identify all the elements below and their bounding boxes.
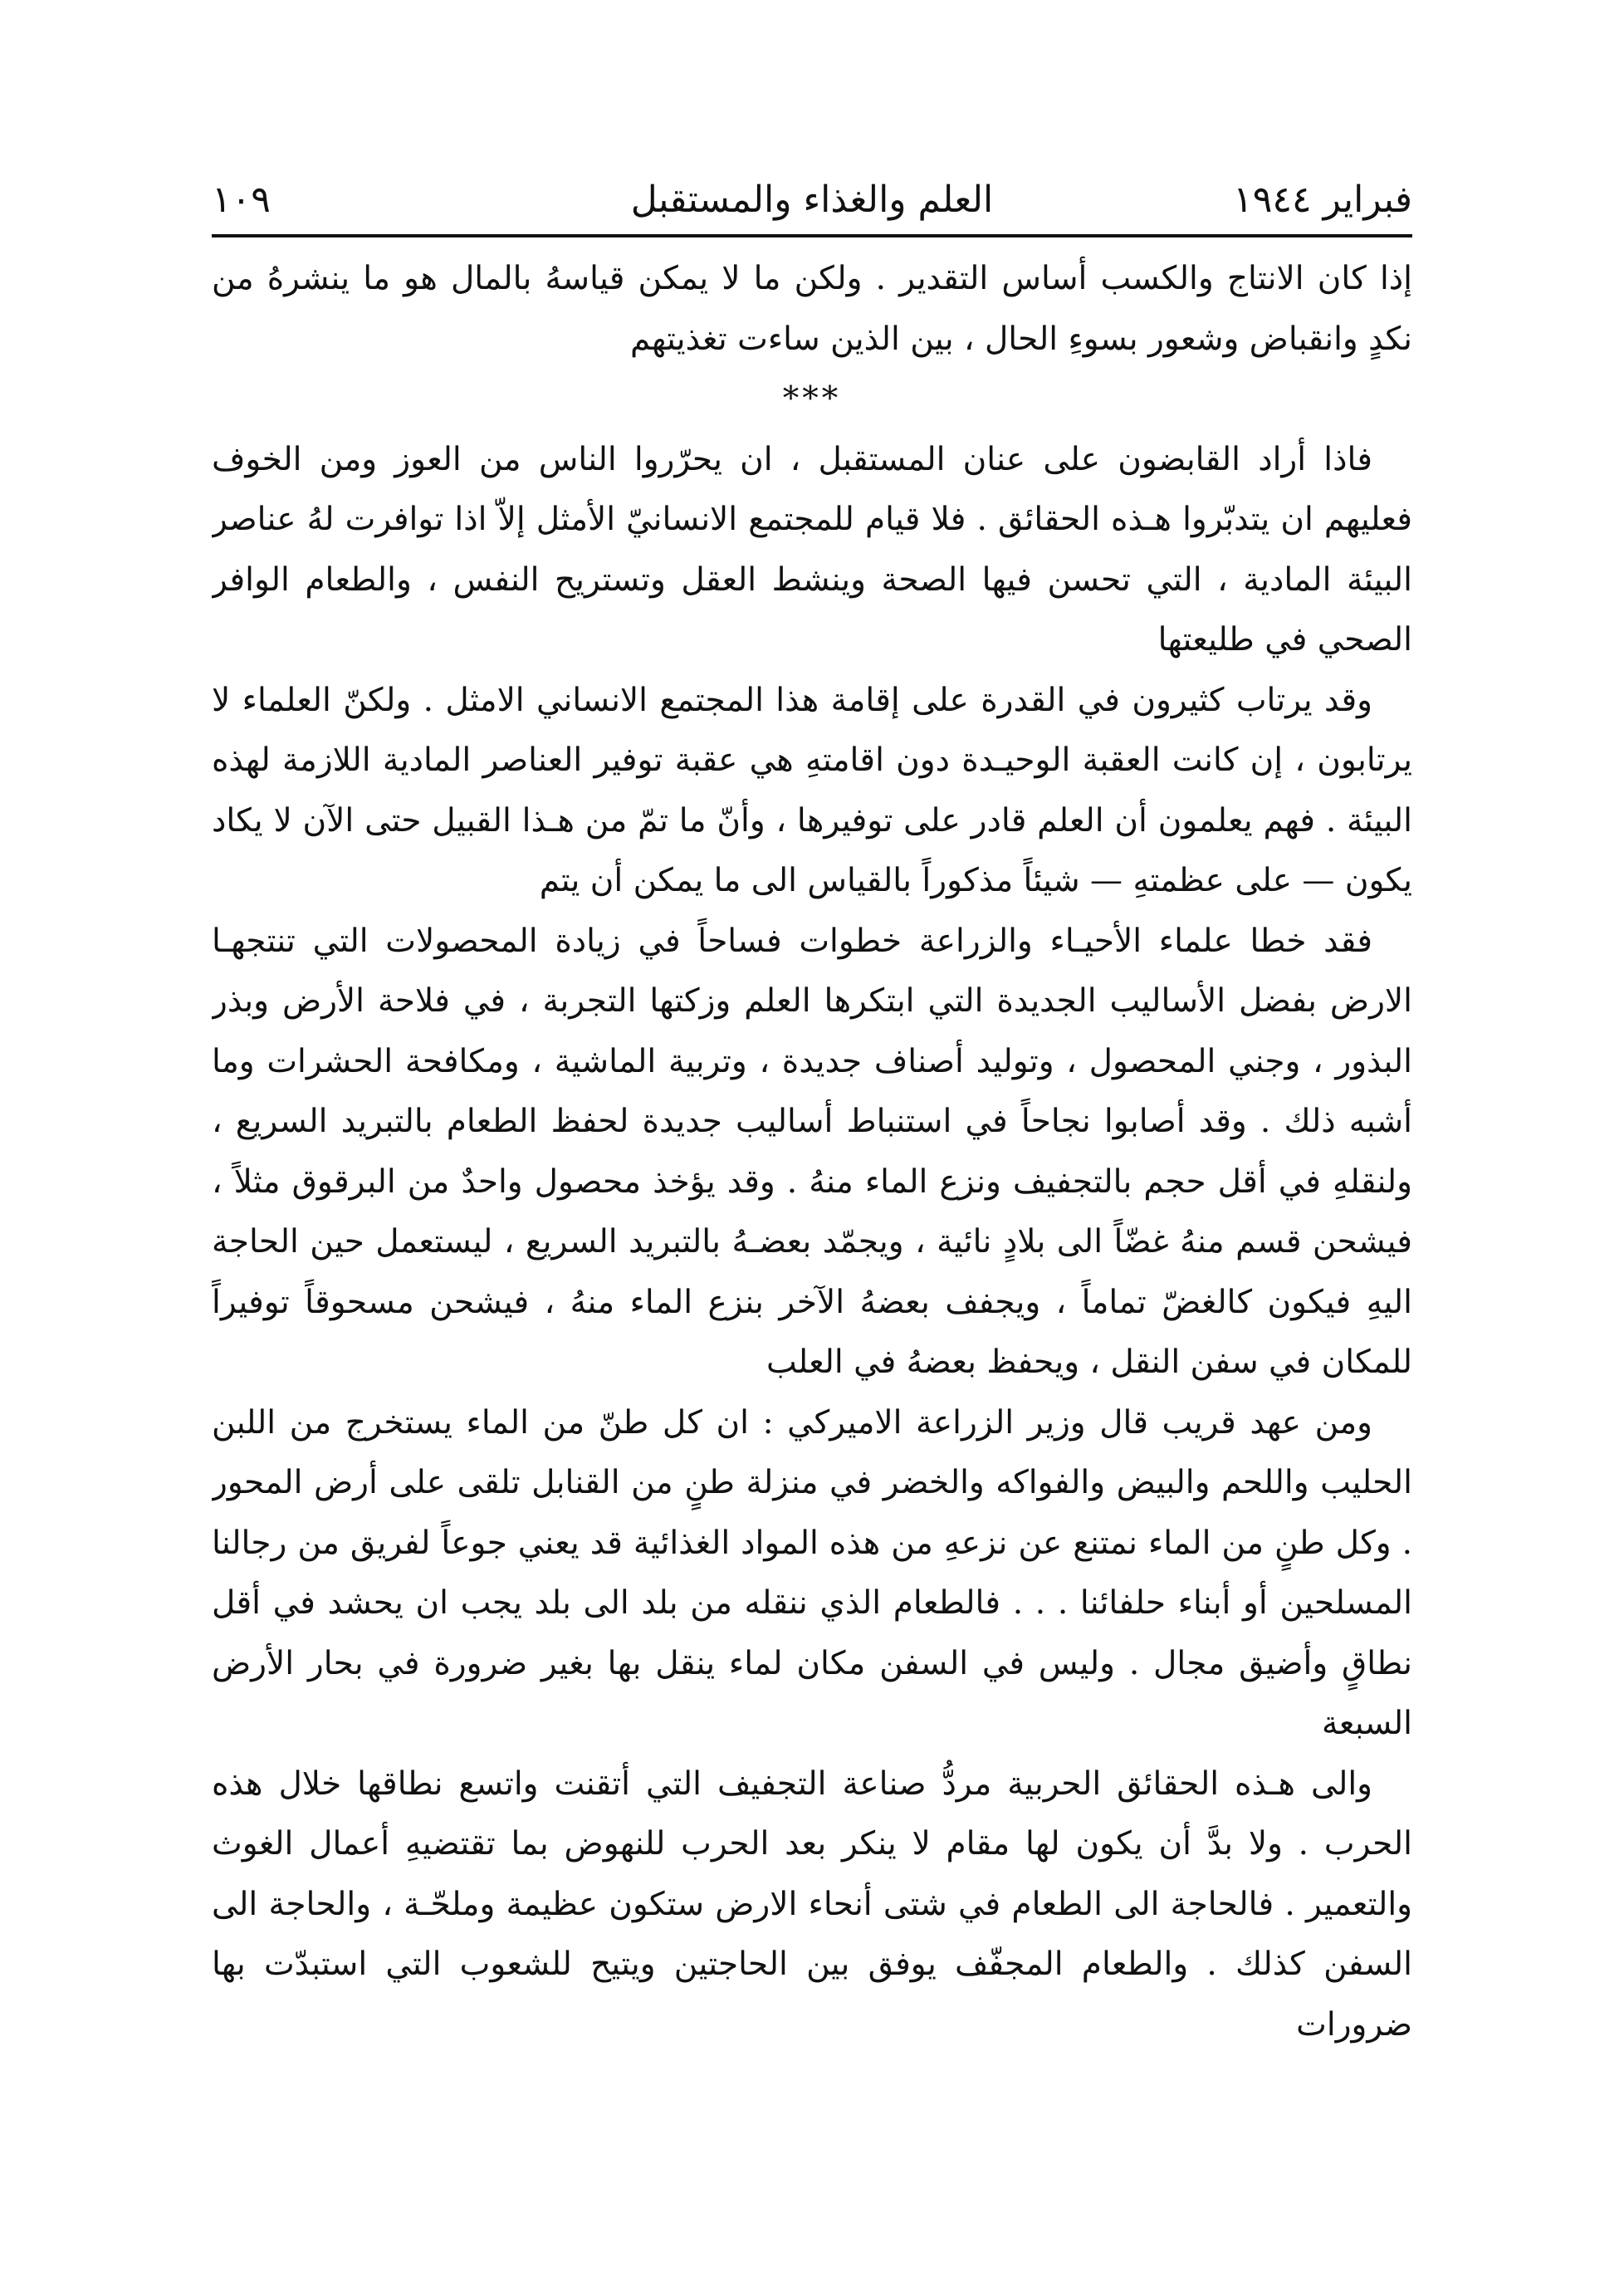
running-header bbox=[212, 170, 1412, 230]
paragraph-4: فقد خطا علماء الأحيـاء والزراعة خطوات فساحاً في زيادة المحصولات التي تنتجهـا الارض بفضل الأساليب الجديدة التي ابتكرها العلم وزكتها التجربة ، في فلاحة الأرض وبذر البذور ، وجني المحصول ، وتوليد أصناف جديدة ، وتربية الماشية ، ومكافحة الحشرات وما أشبه ذلك . وقد أصابوا نجاحاً في استنباط أساليب جديدة لحفظ الطعام بالتبريد السريع ، ولنقلهِ في أقل حجم بالتجفيف ونزع الماء منهُ . وقد يؤخذ محصول واحدٌ من البرقوق مثلاً ، فيشحن قسم منهُ غضّاً الى بلادٍ نائية ، ويجمّد بعضـهُ بالتبريد السريع ، ليستعمل حين الحاجة اليهِ فيكون كالغضّ تماماً ، ويجفف بعضهُ الآخر بنزع الماء منهُ ، فيشحن مسحوقاً توفيراً للمكان في سفن النقل ، ويحفظ بعضهُ في العلب bbox=[212, 922, 1412, 1381]
header-rule bbox=[212, 234, 1412, 237]
paragraph-3: وقد يرتاب كثيرون في القدرة على إقامة هذا المجتمع الانساني الامثل . ولكنّ العلماء لا يرتابون ، إن كانت العقبة الوحيـدة دون اقامتهِ هي عقبة توفير العناصر المادية اللازمة لهذه البيئة . فهم يعلمون أن العلم قادر على توفيرها ، وأنّ ما تمّ من هـذا القبيل حتى الآن لا يكاد يكون — على عظمتهِ — شيئاً مذكوراً بالقياس الى ما يمكن أن يتم bbox=[212, 681, 1412, 899]
header-title: العلم والغذاء والمستقبل bbox=[630, 179, 994, 221]
article-body bbox=[212, 249, 1412, 2225]
page-number: ١٠٩ bbox=[212, 179, 271, 221]
header-date: فبراير ١٩٤٤ bbox=[1233, 179, 1412, 221]
paragraph-1: إذا كان الانتاج والكسب أساس التقدير . ولكن ما لا يمكن قياسهُ بالمال هو ما ينشرهُ من نكدٍ وانقباض وشعور بسوءِ الحال ، بين الذين ساءت تغذيتهم bbox=[212, 260, 1412, 358]
paragraph-2: فاذا أراد القابضون على عنان المستقبل ، ان يحرّروا الناس من العوز ومن الخوف فعليهم ان يتدبّروا هـذه الحقائق . فلا قيام للمجتمع الانسانيّ الأمثل إلاّ اذا توافرت لهُ عناصر البيئة المادية ، التي تحسن فيها الصحة وينشط العقل وتستريح النفس ، والطعام الوافر الصحي في طليعتها bbox=[212, 440, 1412, 658]
paragraph-5: ومن عهد قريب قال وزير الزراعة الاميركي : ان كل طنّ من الماء يستخرج من اللبن الحليب واللحم والبيض والفواكه والخضر في منزلة طنٍ من القنابل تلقى على أرض المحور . وكل طنٍ من الماء نمتنع عن نزعهِ من هذه المواد الغذائية قد يعني جوعاً لفريق من رجالنا المسلحين أو أبناء حلفائنا . . . فالطعام الذي ننقله من بلد الى بلد يجب ان يحشد في أقل نطاقٍ وأضيق مجال . وليس في السفن مكان لماء ينقل بها بغير ضرورة في بحار الأرض السبعة bbox=[212, 1403, 1412, 1742]
section-separator: *** bbox=[782, 380, 842, 418]
paragraph-6: والى هـذه الحقائق الحربية مردُّ صناعة التجفيف التي أتقنت واتسع نطاقها خلال هذه الحرب . ولا بدَّ أن يكون لها مقام لا ينكر بعد الحرب للنهوض بما تقتضيهِ أعمال الغوث والتعمير . فالحاجة الى الطعام في شتى أنحاء الارض ستكون عظيمة وملحّـة ، والحاجة الى السفن كذلك . والطعام المجفّف يوفق بين الحاجتين ويتيح للشعوب التي استبدّت بها ضرورات bbox=[212, 1765, 1412, 2044]
